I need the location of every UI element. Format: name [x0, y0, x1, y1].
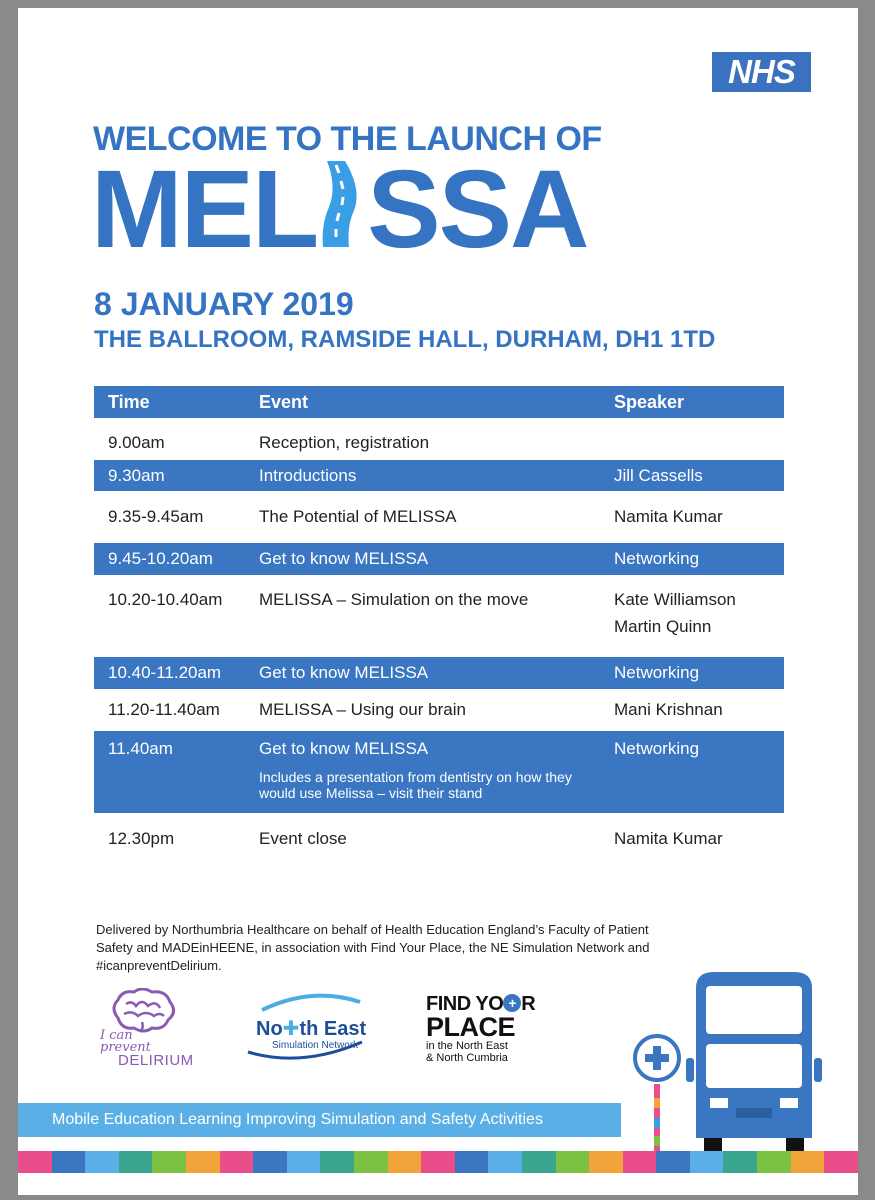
- row-time: 11.40am: [108, 739, 173, 758]
- color-stripe: [18, 1151, 858, 1173]
- header-time: Time: [108, 392, 150, 412]
- delivery-statement: Delivered by Northumbria Healthcare on behalf of Health Education England’s Faculty of Patient Safety and MADEinHEENE, in association with Find Your Place, the NE Simulation Network and #icanpreventDelirium.: [96, 922, 650, 973]
- row-event: MELISSA – Using our brain: [259, 700, 466, 719]
- row-event: Get to know MELISSA: [259, 549, 429, 568]
- row-note: Includes a presentation from dentistry on how they would use Melissa – visit their stand: [259, 769, 572, 801]
- table-row: [94, 731, 784, 813]
- event-venue: THE BALLROOM, RAMSIDE HALL, DURHAM, DH1 1TD: [94, 326, 716, 353]
- icp-line-2: prevent: [100, 1040, 151, 1055]
- row-event: Get to know MELISSA: [259, 739, 429, 758]
- table-row: [94, 428, 784, 460]
- fyp-line-1: [426, 994, 556, 1014]
- row-event: Introductions: [259, 466, 357, 485]
- fyp-line-3: in the North East: [426, 1040, 508, 1052]
- row-speaker: Networking: [614, 739, 700, 758]
- row-time: 9.00am: [108, 433, 165, 452]
- row-speaker: Networking: [614, 549, 700, 568]
- icanpreventdelirium-logo: [88, 988, 208, 1068]
- table-row: [94, 491, 784, 543]
- tagline-banner: Mobile Education Learning Improving Simulation and Safety Activities: [18, 1103, 621, 1137]
- event-date: 8 JANUARY 2019: [94, 286, 354, 322]
- fyp-line-2: PLACE: [426, 1012, 516, 1042]
- melissa-title-right: SSA: [367, 148, 588, 271]
- bus-illustration: [624, 968, 824, 1158]
- ne-line-1a: No: [256, 1018, 283, 1040]
- table-row: [94, 543, 784, 575]
- row-speaker: Jill Cassells: [614, 466, 703, 485]
- icp-text: [100, 1030, 151, 1054]
- road-i-icon: [319, 161, 365, 247]
- row-time: 9.35-9.45am: [108, 507, 204, 526]
- find-your-place-logo: [426, 994, 556, 1064]
- row-event: Event close: [259, 829, 347, 848]
- schedule-table: [94, 386, 784, 865]
- row-speaker: Mani Krishnan: [614, 700, 723, 719]
- row-speaker: Networking: [614, 663, 700, 682]
- row-event: MELISSA – Simulation on the move: [259, 590, 529, 609]
- flyer-page: [18, 8, 858, 1195]
- row-speaker-2: Martin Quinn: [614, 617, 712, 636]
- table-row: [94, 689, 784, 731]
- row-time: 9.45-10.20am: [108, 549, 213, 568]
- icp-line-1: I can: [100, 1028, 133, 1043]
- melissa-title-left: MEL: [91, 148, 318, 271]
- table-row: [94, 460, 784, 491]
- north-east-simulation-network-logo: [242, 990, 392, 1068]
- row-time: 12.30pm: [108, 829, 175, 848]
- fyp-line-4: & North Cumbria: [426, 1052, 508, 1064]
- row-speaker: Namita Kumar: [614, 507, 723, 526]
- welcome-heading: WELCOME TO THE LAUNCH OF: [93, 120, 602, 158]
- ne-line-1b: th East: [299, 1018, 367, 1040]
- plus-icon: +: [503, 994, 521, 1012]
- row-event: The Potential of MELISSA: [259, 507, 457, 526]
- fyp-line-1b: R: [521, 993, 536, 1015]
- ne-line-2: Simulation Network: [272, 1040, 359, 1051]
- row-time: 11.20-11.40am: [108, 700, 220, 719]
- row-event: Reception, registration: [259, 433, 430, 452]
- melissa-title: [91, 150, 587, 270]
- table-row: [94, 813, 784, 865]
- table-row: [94, 575, 784, 657]
- row-speaker: Kate Williamson: [614, 590, 736, 609]
- nhs-logo: NHS: [712, 52, 811, 92]
- row-speaker: Namita Kumar: [614, 829, 723, 848]
- row-event: Get to know MELISSA: [259, 663, 429, 682]
- fyp-line-1a: FIND YO: [426, 993, 504, 1015]
- row-time: 10.40-11.20am: [108, 663, 222, 682]
- header-speaker: Speaker: [614, 392, 685, 412]
- ne-line-1: No✚th East: [256, 1018, 367, 1040]
- icp-delirium: DELIRIUM: [118, 1052, 194, 1069]
- row-time: 9.30am: [108, 466, 165, 485]
- row-time: 10.20-10.40am: [108, 590, 223, 609]
- table-header-row: [94, 386, 784, 418]
- table-row: [94, 657, 784, 689]
- header-event: Event: [259, 392, 309, 412]
